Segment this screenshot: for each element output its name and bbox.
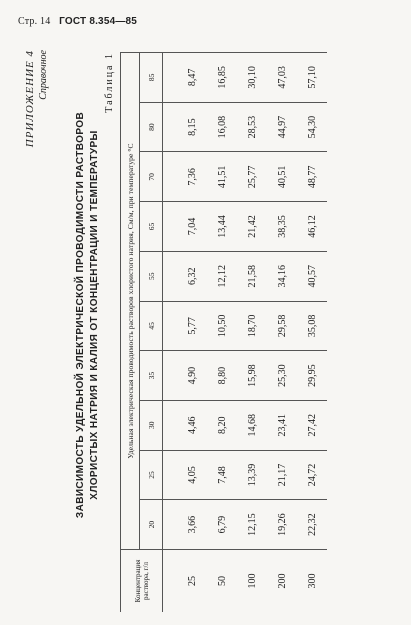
conductivity-cell: 30,10 [237, 53, 267, 103]
conductivity-cell: 27,42 [297, 400, 327, 450]
conductivity-cell: 3,66 [163, 500, 208, 550]
conductivity-cell: 25,77 [237, 152, 267, 202]
rotated-page-content [12, 22, 392, 612]
concentration-header: Концентрация раствора, г/л [121, 550, 163, 613]
conductivity-cell: 4,46 [163, 400, 208, 450]
conductivity-cell: 48,77 [297, 152, 327, 202]
concentration-cell: 100 [237, 550, 267, 613]
table-row [297, 53, 327, 613]
standard-number: ГОСТ 8.354—85 [59, 16, 138, 27]
temperature-header: 45 [140, 301, 163, 351]
conductivity-cell: 15,98 [237, 351, 267, 401]
conductivity-cell: 8,20 [207, 400, 237, 450]
table-title: ЗАВИСИМОСТЬ УДЕЛЬНОЙ ЭЛЕКТРИЧЕСКОЙ ПРОВОДИМОСТИ РАСТВОРОВ ХЛОРИСТЫХ НАТРИЯ И КАЛИЯ ОТ КОНЦЕНТРАЦИИ И ТЕМПЕРАТУРЫ [75, 111, 100, 519]
conductivity-cell: 57,10 [297, 53, 327, 103]
temperature-header: 70 [140, 152, 163, 202]
conductivity-cell: 18,70 [237, 301, 267, 351]
appendix-title: ПРИЛОЖЕНИЕ 4 [24, 50, 36, 148]
table-row [163, 53, 208, 613]
conductivity-super-header: Удельная электрическая проводимость растворов хлористого натрия, См/м, при температуре °С [121, 53, 140, 550]
conductivity-cell: 13,39 [237, 450, 267, 500]
conductivity-cell: 5,77 [163, 301, 208, 351]
table-row [207, 53, 237, 613]
conductivity-cell: 6,79 [207, 500, 237, 550]
conductivity-cell: 13,44 [207, 202, 237, 252]
table-body [163, 53, 328, 613]
conductivity-cell: 40,51 [267, 152, 297, 202]
temperature-header: 55 [140, 251, 163, 301]
table-row [237, 53, 267, 613]
concentration-cell: 200 [267, 550, 297, 613]
conductivity-cell: 22,32 [297, 500, 327, 550]
concentration-cell: 25 [163, 550, 208, 613]
conductivity-cell: 44,97 [267, 102, 297, 152]
conductivity-cell: 38,35 [267, 202, 297, 252]
conductivity-cell: 7,36 [163, 152, 208, 202]
temperature-header: 65 [140, 202, 163, 252]
appendix-subtitle: Справочное [38, 50, 49, 100]
conductivity-cell: 46,12 [297, 202, 327, 252]
conductivity-cell: 21,58 [237, 251, 267, 301]
table-number-label: Таблица 1 [104, 52, 115, 113]
conductivity-cell: 4,90 [163, 351, 208, 401]
conductivity-cell: 29,95 [297, 351, 327, 401]
concentration-cell: 300 [297, 550, 327, 613]
conductivity-cell: 47,03 [267, 53, 297, 103]
conductivity-cell: 40,57 [297, 251, 327, 301]
conductivity-cell: 21,42 [237, 202, 267, 252]
conductivity-cell: 41,51 [207, 152, 237, 202]
conductivity-cell: 14,68 [237, 400, 267, 450]
conductivity-cell: 25,30 [267, 351, 297, 401]
conductivity-cell: 21,17 [267, 450, 297, 500]
conductivity-cell: 24,72 [297, 450, 327, 500]
temperature-header: 85 [140, 53, 163, 103]
temperature-header: 35 [140, 351, 163, 401]
conductivity-cell: 23,41 [267, 400, 297, 450]
conductivity-cell: 8,47 [163, 53, 208, 103]
conductivity-table [120, 52, 327, 612]
appendix-label [24, 50, 49, 147]
temperature-header: 30 [140, 400, 163, 450]
temperature-header: 20 [140, 500, 163, 550]
conductivity-cell: 7,04 [163, 202, 208, 252]
conductivity-cell: 12,12 [207, 251, 237, 301]
page-number: Стр. 14 [18, 16, 51, 27]
conductivity-cell: 16,08 [207, 102, 237, 152]
table-row [267, 53, 297, 613]
temperature-header: 25 [140, 450, 163, 500]
conductivity-cell: 10,50 [207, 301, 237, 351]
concentration-cell: 50 [207, 550, 237, 613]
conductivity-cell: 12,15 [237, 500, 267, 550]
conductivity-cell: 29,58 [267, 301, 297, 351]
temperature-header: 80 [140, 102, 163, 152]
conductivity-cell: 19,26 [267, 500, 297, 550]
conductivity-cell: 4,05 [163, 450, 208, 500]
conductivity-cell: 16,85 [207, 53, 237, 103]
conductivity-cell: 7,48 [207, 450, 237, 500]
conductivity-cell: 34,16 [267, 251, 297, 301]
conductivity-cell: 28,53 [237, 102, 267, 152]
conductivity-cell: 54,30 [297, 102, 327, 152]
temperature-header-row [140, 53, 163, 613]
conductivity-cell: 35,08 [297, 301, 327, 351]
conductivity-cell: 8,80 [207, 351, 237, 401]
conductivity-cell: 6,32 [163, 251, 208, 301]
conductivity-cell: 8,15 [163, 102, 208, 152]
